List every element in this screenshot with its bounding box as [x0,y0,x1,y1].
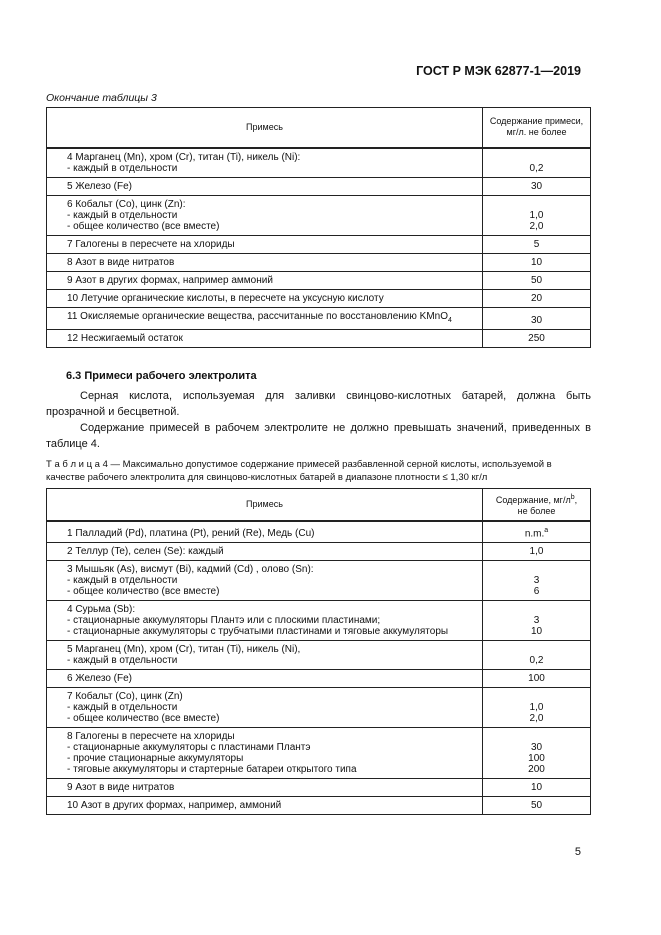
content-cell: 30 [483,307,591,329]
table4-header-content: Содержание, $мг/л^b$, не более [483,489,591,522]
table-row [47,797,591,815]
content-cell: 100 [483,670,591,688]
impurity-cell: 6 Железо (Fe) [47,670,483,688]
impurity-cell: 5 Марганец (Mn), хром (Cr), титан (Ti), никель (Ni), - каждый в отдельности [47,641,483,670]
impurity-cell: 6 Кобальт (Co), цинк (Zn): - каждый в отдельности - общее количество (все вместе) [47,195,483,235]
content-cell: 0,2 [483,148,591,178]
table-row [47,521,591,543]
impurity-cell: 7 Кобальт (Co), цинк (Zn) - каждый в отдельности - общее количество (все вместе) [47,688,483,728]
impurity-cell: 11 Окисляемые органические вещества, рассчитанные по восстановлению KMnO$_4$ [47,307,483,329]
table-row [47,195,591,235]
table4-header-impurity: Примесь [47,489,483,522]
table-row [47,307,591,329]
impurity-cell: 4 Сурьма (Sb): - стационарные аккумуляторы Плантэ или с плоскими пластинами; - стационарные аккумуляторы с трубчатыми пластинами и тяговые аккумуляторы [47,601,483,641]
impurity-cell: 8 Галогены в пересчете на хлориды - стационарные аккумуляторы с пластинами Плантэ - прочие стационарные аккумуляторы - тяговые аккумуляторы и стартерные батареи открытого типа [47,728,483,779]
content-cell: n.m.$^a$ [483,521,591,543]
document-header: ГОСТ Р МЭК 62877-1—2019 [416,64,581,78]
content-cell: 30 100 200 [483,728,591,779]
table4-caption: Т а б л и ц а 4 — Максимально допустимое содержание примесей разбавленной серной кислоты, используемой в качестве рабочего электролита для свинцово-кислотных батарей в диапазоне плотности ≤ 1,30 кг/л [46,459,552,483]
table-row [47,177,591,195]
impurity-cell: 10 Азот в других формах, например, аммоний [47,797,483,815]
content-cell: 250 [483,329,591,347]
table-row [47,329,591,347]
section-heading: 6.3 Примеси рабочего электролита [66,370,257,382]
content-cell: 1,0 2,0 [483,688,591,728]
page-number: 5 [574,846,581,858]
table-row [47,253,591,271]
content-cell: 20 [483,289,591,307]
content-cell: 30 [483,177,591,195]
content-cell: 50 [483,797,591,815]
impurity-cell: 8 Азот в виде нитратов [47,253,483,271]
table-row [47,601,591,641]
table-row [47,561,591,601]
table-row [47,728,591,779]
impurity-cell: 7 Галогены в пересчете на хлориды [47,235,483,253]
impurity-cell: 4 Марганец (Mn), хром (Cr), титан (Ti), никель (Ni): - каждый в отдельности [47,148,483,178]
table-row [47,289,591,307]
impurity-cell: 12 Несжигаемый остаток [47,329,483,347]
impurity-cell: 3 Мышьяк (As), висмут (Bi), кадмий (Cd) , олово (Sn): - каждый в отдельности - общее количество (все вместе) [47,561,483,601]
impurity-cell: 2 Теллур (Te), селен (Se): каждый [47,543,483,561]
content-cell: 1,0 [483,543,591,561]
impurity-cell: 5 Железо (Fe) [47,177,483,195]
table-4 [46,488,591,815]
content-cell: 0,2 [483,641,591,670]
table-row [47,235,591,253]
impurity-cell: 1 Палладий (Pd), платина (Pt), рений (Re), Медь (Cu) [47,521,483,543]
content-cell: 10 [483,253,591,271]
table-3 [46,107,591,348]
table3-header-impurity: Примесь [47,108,483,148]
content-cell: 3 6 [483,561,591,601]
paragraph-1: Серная кислота, используемая для заливки свинцово-кислотных батарей, должна быть прозрачной и бесцветной. [46,390,591,418]
content-cell: 1,0 2,0 [483,195,591,235]
table3-header-content: Содержание примеси, мг/л. не более [483,108,591,148]
table-row [47,271,591,289]
table-row [47,688,591,728]
content-cell: 5 [483,235,591,253]
table-row [47,641,591,670]
impurity-cell: 10 Летучие органические кислоты, в пересчете на уксусную кислоту [47,289,483,307]
table-row [47,670,591,688]
table3-caption: Окончание таблицы 3 [46,92,157,104]
content-cell: 50 [483,271,591,289]
table-row [47,543,591,561]
table-row [47,148,591,178]
impurity-cell: 9 Азот в виде нитратов [47,779,483,797]
impurity-cell: 9 Азот в других формах, например аммоний [47,271,483,289]
table-row [47,779,591,797]
content-cell: 10 [483,779,591,797]
paragraph-2: Содержание примесей в рабочем электролите не должно превышать значений, приведенных в таблице 4. [46,422,591,450]
content-cell: 3 10 [483,601,591,641]
